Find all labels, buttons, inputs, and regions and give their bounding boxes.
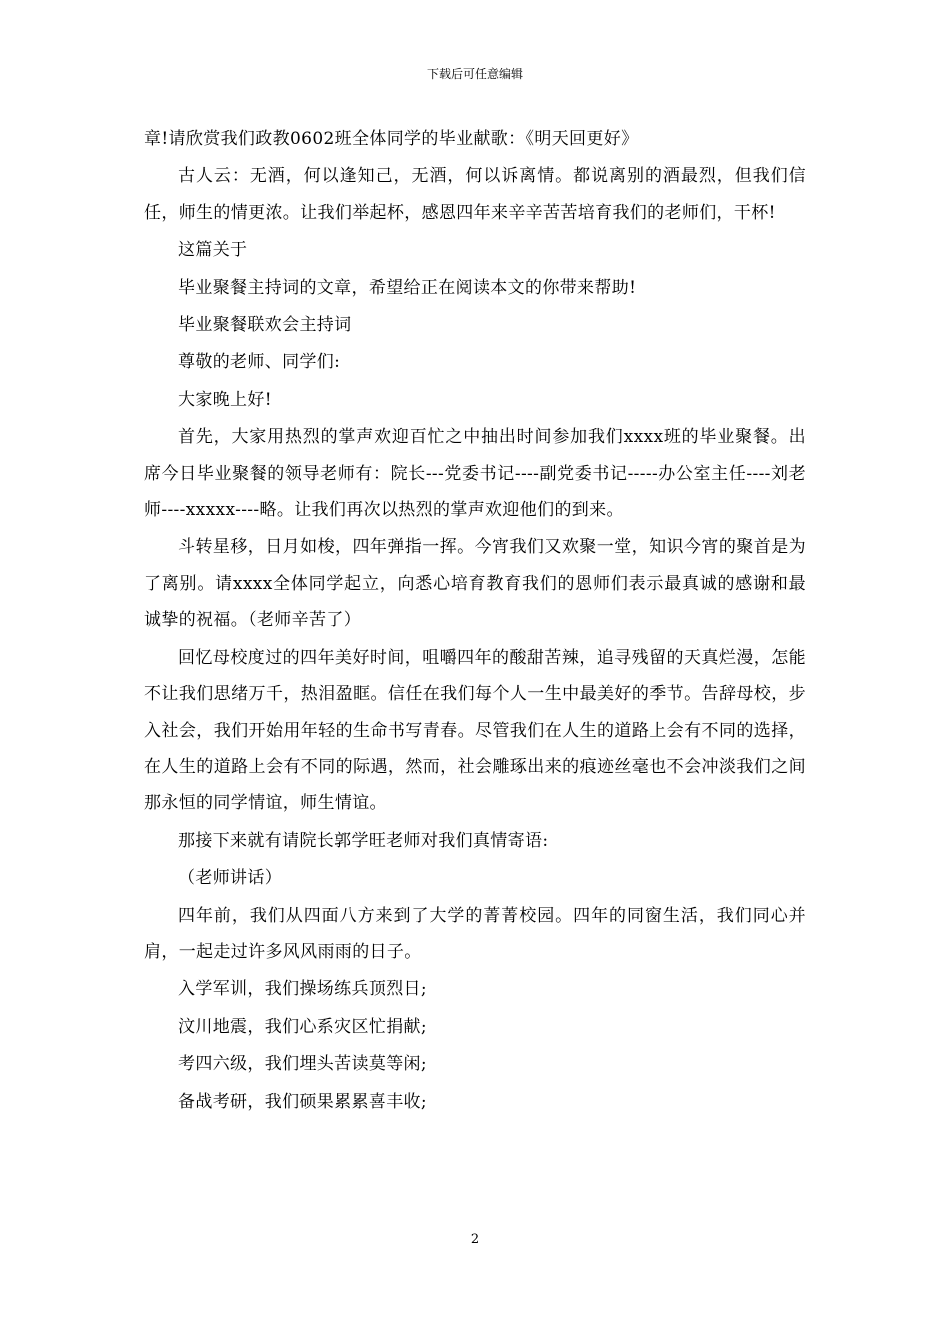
section-title: 毕业聚餐联欢会主持词	[178, 315, 352, 336]
salutation: 尊敬的老师、同学们:	[178, 352, 341, 373]
paragraph: 四年前，我们从四面八方来到了大学的菁菁校园。四年的同窗生活，我们同心并肩，一起走过许多风风雨雨的日子。	[144, 905, 806, 962]
greeting: 大家晚上好!	[178, 389, 272, 410]
paragraph: 毕业聚餐主持词的文章，希望给正在阅读本文的你带来帮助!	[178, 277, 637, 298]
paragraph: 回忆母校度过的四年美好时间，咀嚼四年的酸甜苦辣，追寻残留的天真烂漫，怎能不让我们思绪万千，热泪盈眶。信任在我们每个人一生中最美好的季节。告辞母校，步入社会，我们开始用年轻的生命书写青春。尽管我们在人生的道路上会有不同的选择，在人生的道路上会有不同的际遇，然而，社会雕琢出来的痕迹丝毫也不会冲淡我们之间那永恒的同学情谊，师生情谊。	[144, 647, 806, 814]
paragraph: 章!请欣赏我们政教0602班全体同学的毕业献歌：《明天回更好》	[144, 129, 639, 149]
paragraph: 这篇关于	[178, 240, 248, 261]
list-item: 汶川地震，我们心系灾区忙捐献;	[178, 1016, 427, 1037]
paragraph: 首先，大家用热烈的掌声欢迎百忙之中抽出时间参加我们xxxx班的毕业聚餐。出席今日毕业聚餐的领导老师有：院长---党委书记----副党委书记-----办公室主任----刘老师----xxxxx----略。让我们再次以热烈的掌声欢迎他们的到来。	[144, 427, 806, 521]
paragraph: 那接下来就有请院长郭学旺老师对我们真情寄语:	[178, 830, 549, 851]
list-item: 入学军训，我们操场练兵顶烈日;	[178, 979, 427, 1000]
page-number: 2	[470, 1232, 480, 1247]
list-item: 备战考研，我们硕果累累喜丰收;	[178, 1091, 427, 1112]
paragraph: （老师讲话）	[178, 868, 283, 889]
paragraph: 古人云：无酒，何以逢知己，无酒，何以诉离情。都说离别的酒最烈，但我们信任，师生的情更浓。让我们举起杯，感恩四年来辛辛苦苦培育我们的老师们，干杯!	[144, 166, 806, 223]
paragraph: 斗转星移，日月如梭，四年弹指一挥。今宵我们又欢聚一堂，知识今宵的聚首是为了离别。请xxxx全体同学起立，向悉心培育教育我们的恩师们表示最真诚的感谢和最诚挚的祝福。（老师辛苦了）	[144, 537, 806, 631]
document-body	[144, 121, 806, 1121]
page-header: 下载后可任意编辑	[426, 67, 523, 81]
list-item: 考四六级，我们埋头苦读莫等闲;	[178, 1054, 427, 1075]
